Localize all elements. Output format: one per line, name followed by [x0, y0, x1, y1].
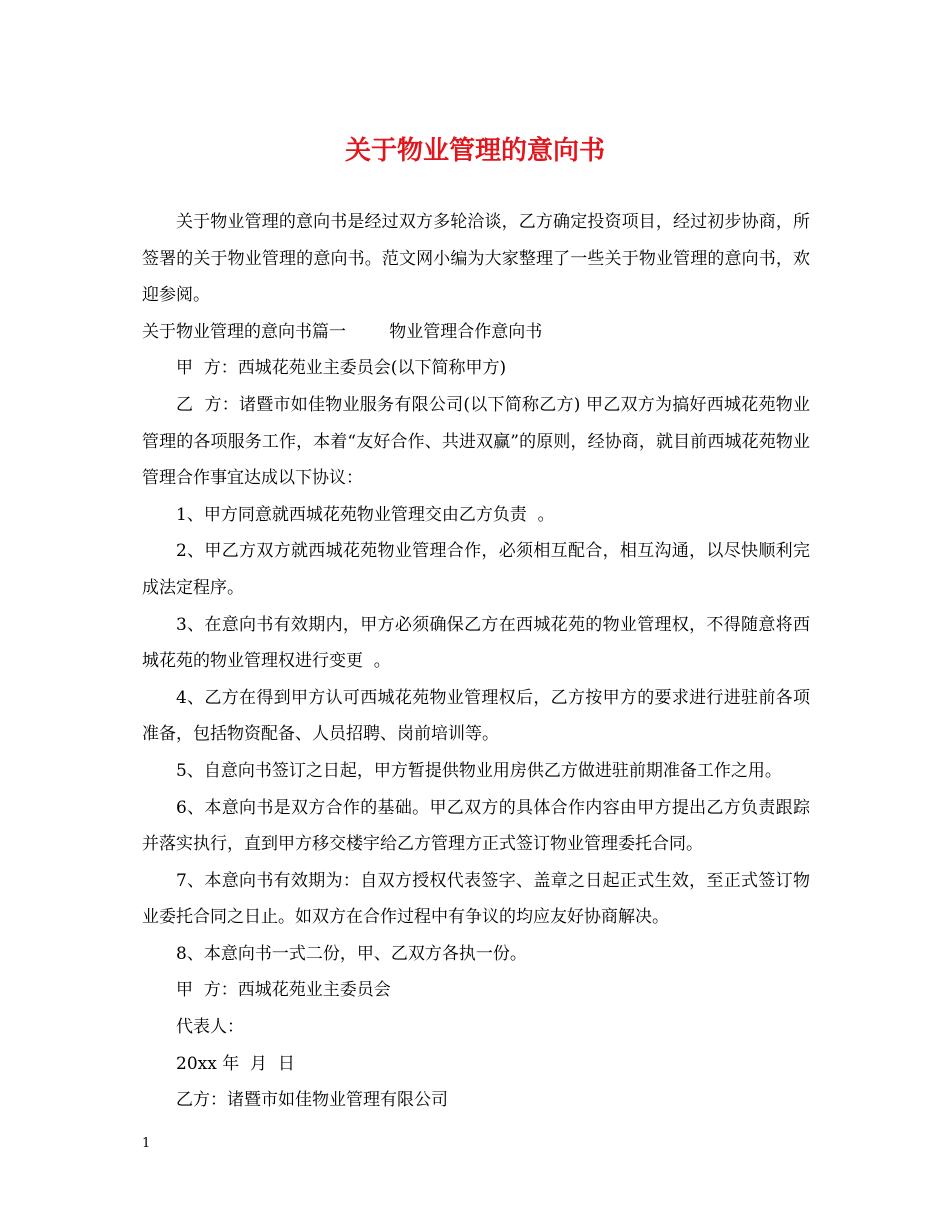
signature-party-a: 甲 方：西城花苑业主委员会 — [176, 980, 391, 1001]
clause-2: 2、甲乙方双方就西城花苑物业管理合作，必须相互配合，相互沟通，以尽快顺利完成法定程序。 — [142, 541, 810, 598]
signature-date: 20xx 年 月 日 — [176, 1053, 295, 1074]
clause-1: 1、甲方同意就西城花苑物业管理交由乙方负责 。 — [176, 504, 555, 525]
party-b-paragraph: 乙 方：诸暨市如佳物业服务有限公司(以下简称乙方) 甲乙双方为搞好西城花苑物业管理的各项服务工作，本着“友好合作、共进双赢”的原则，经协商，就目前西城花苑物业管理合作事宜达成以下协议： — [142, 394, 810, 489]
clause-4: 4、乙方在得到甲方认可西城花苑物业管理权后，乙方按甲方的要求进行进驻前各项准备，包括物资配备、人员招聘、岗前培训等。 — [142, 687, 810, 745]
page-number: 1 — [142, 1136, 151, 1151]
signature-party-b: 乙方：诸暨市如佳物业管理有限公司 — [176, 1090, 448, 1111]
clause-5: 5、自意向书签订之日起，甲方暂提供物业用房供乙方做进驻前期准备工作之用。 — [176, 760, 782, 781]
clause-7: 7、本意向书有效期为：自双方授权代表签字、盖章之日起正式生效，至正式签订物业委托合同之日止。如双方在合作过程中有争议的均应友好协商解决。 — [142, 870, 810, 928]
clause-6: 6、本意向书是双方合作的基础。甲乙双方的具体合作内容由甲方提出乙方负责跟踪并落实执行，直到甲方移交楼宇给乙方管理方正式签订物业管理委托合同。 — [142, 797, 810, 855]
clause-3: 3、在意向书有效期内，甲方必须确保乙方在西城花苑的物业管理权，不得随意将西城花苑的物业管理权进行变更 。 — [142, 614, 810, 672]
signature-representative: 代表人： — [176, 1017, 244, 1038]
section-heading: 关于物业管理的意向书篇一 物业管理合作意向书 — [142, 321, 543, 342]
intro-paragraph: 关于物业管理的意向书是经过双方多轮洽谈，乙方确定投资项目，经过初步协商，所签署的关于物业管理的意向书。范文网小编为大家整理了一些关于物业管理的意向书，欢迎参阅。 — [142, 212, 810, 306]
party-a-line: 甲 方：西城花苑业主委员会(以下简称甲方) — [176, 358, 507, 379]
document-body — [142, 204, 810, 1119]
clause-8: 8、本意向书一式二份，甲、乙双方各执一份。 — [176, 943, 527, 964]
document-title: 关于物业管理的意向书 — [344, 136, 605, 166]
